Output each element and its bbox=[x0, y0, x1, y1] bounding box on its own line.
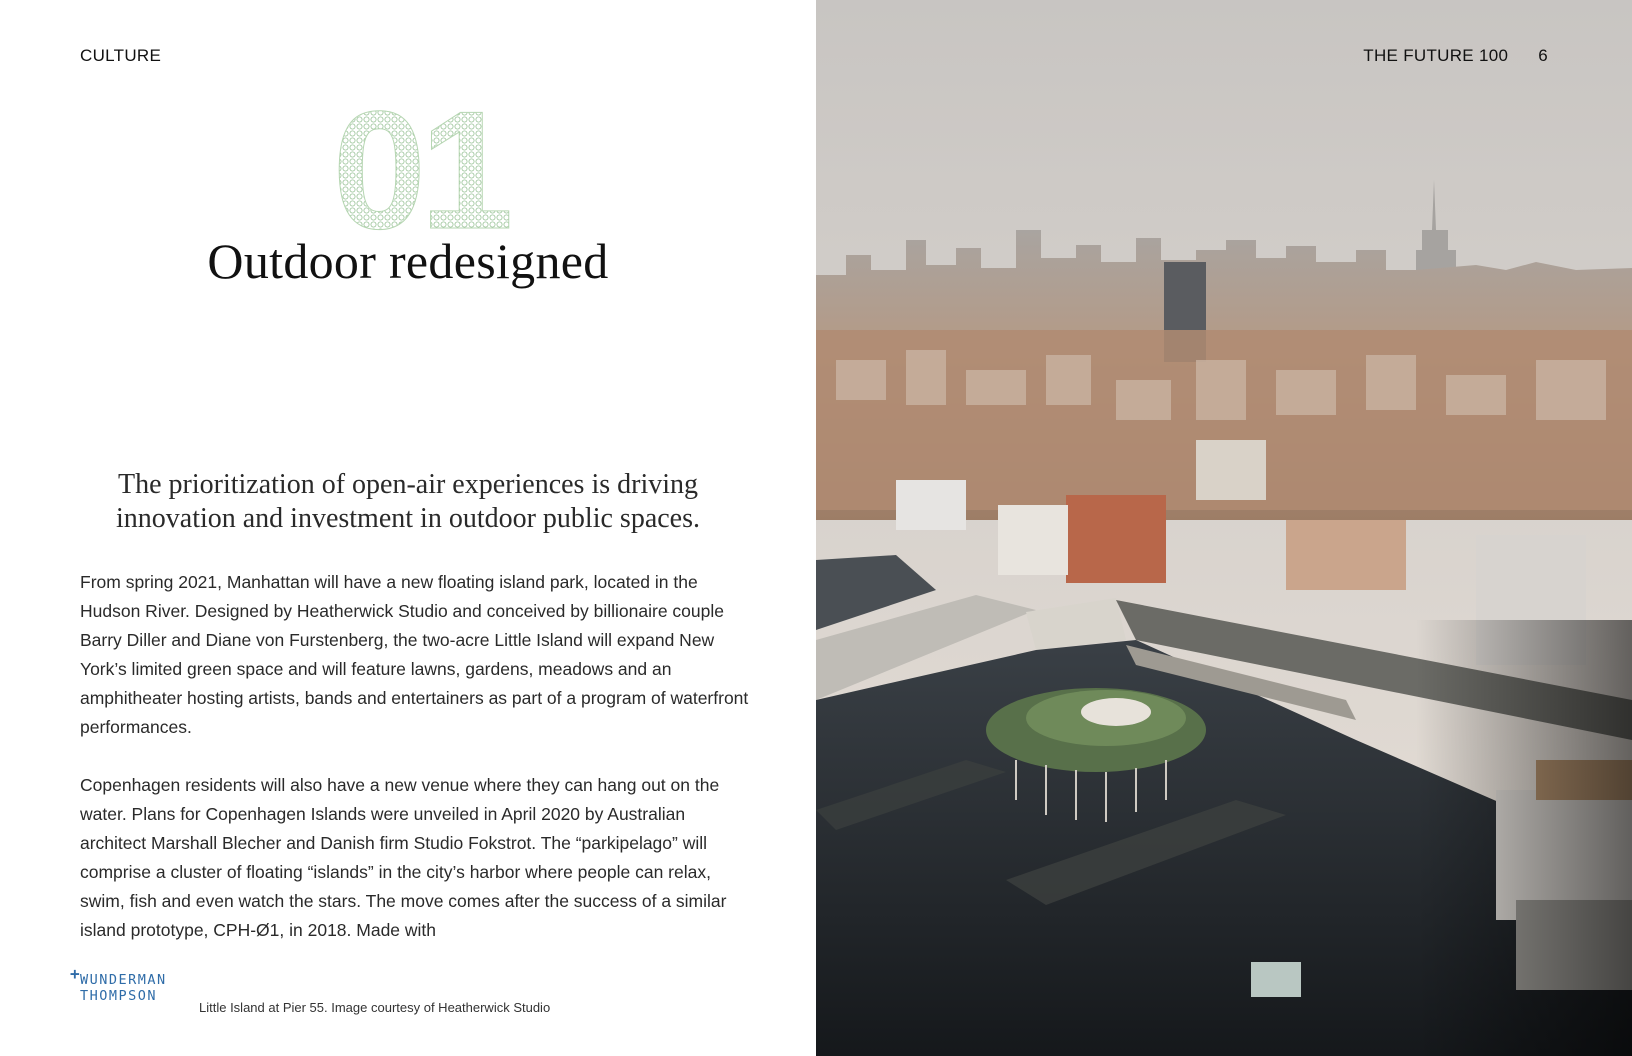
section-label: CULTURE bbox=[80, 46, 162, 65]
logo-line-1: WUNDERMAN bbox=[80, 972, 167, 988]
body-paragraph-1: From spring 2021, Manhattan will have a new floating island park, located in the Hudson River. Designed by Heatherwick Studio and conceived by billionaire couple Barry Diller and Diane von Furstenberg, the two-acre Little Island will expand New York’s limited green space and will feature lawns, gardens, meadows and an amphitheater hosting artists, bands and entertainers as part of a program of waterfront performances. bbox=[80, 572, 749, 737]
trend-number bbox=[300, 88, 540, 238]
page-title: Outdoor redesigned bbox=[207, 233, 609, 289]
logo-line-2: THOMPSON bbox=[80, 988, 158, 1004]
page-number: 6 bbox=[1538, 46, 1548, 65]
plus-icon: + bbox=[70, 964, 80, 983]
body-paragraph-2: Copenhagen residents will also have a new venue where they can hang out on the water. Plans for Copenhagen Islands were unveiled in April 2020 by Australian architect Marshall Blecher and Danish firm Studio Fokstrot. The “parkipelago” will comprise a cluster of floating “islands” in the city’s harbor where people can relax, swim, fish and even watch the stars. The move comes after the success of a similar island prototype, CPH-Ø1, in 2018. Made with bbox=[80, 775, 727, 940]
wunderman-thompson-logo bbox=[70, 964, 167, 1004]
image-caption: Little Island at Pier 55. Image courtesy of Heatherwick Studio bbox=[199, 1000, 551, 1015]
header-right bbox=[1363, 46, 1548, 66]
aerial-photo bbox=[816, 0, 1632, 1056]
trend-number-text: 01 bbox=[332, 88, 508, 238]
lead-paragraph: The prioritization of open-air experiences is driving innovation and investment in outdoor public spaces. bbox=[115, 469, 700, 534]
aerial-photo-illustration bbox=[816, 0, 1632, 1056]
publication-title: THE FUTURE 100 bbox=[1363, 46, 1509, 65]
